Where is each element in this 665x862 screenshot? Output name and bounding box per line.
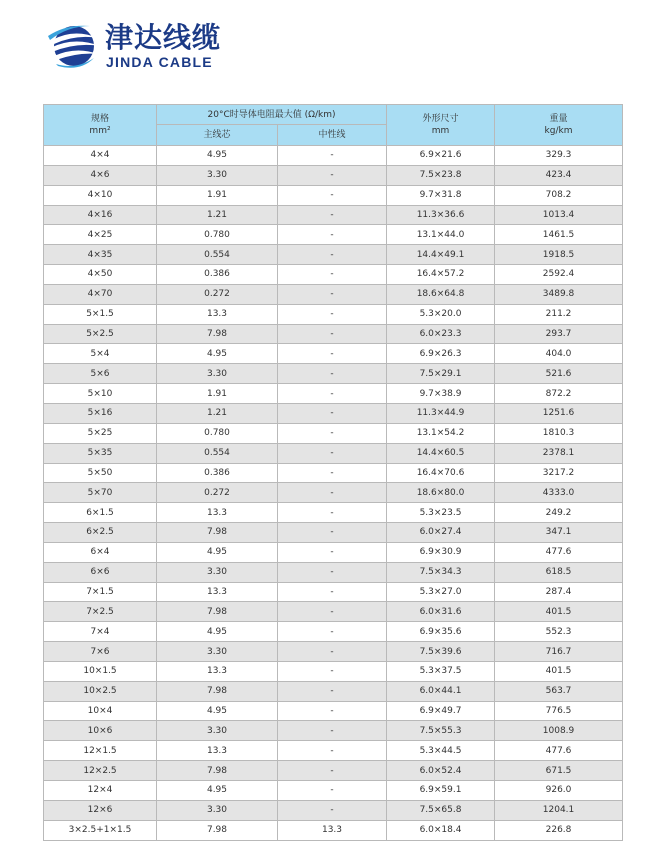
cell-spec: 7×2.5 [44, 602, 157, 622]
cell-neutral: - [278, 800, 387, 820]
cell-neutral: - [278, 562, 387, 582]
cell-od: 7.5×23.8 [387, 165, 495, 185]
table-row [44, 364, 623, 384]
cell-od: 6.0×52.4 [387, 761, 495, 781]
cell-main-core: 7.98 [157, 324, 278, 344]
cell-neutral: - [278, 661, 387, 681]
cell-weight: 401.5 [495, 661, 623, 681]
cell-main-core: 4.95 [157, 701, 278, 721]
cell-weight: 708.2 [495, 185, 623, 205]
cell-main-core: 4.95 [157, 781, 278, 801]
cell-od: 7.5×39.6 [387, 642, 495, 662]
cell-spec: 4×25 [44, 225, 157, 245]
cell-neutral: - [278, 423, 387, 443]
cell-main-core: 0.780 [157, 225, 278, 245]
cell-neutral: - [278, 602, 387, 622]
cell-weight: 521.6 [495, 364, 623, 384]
cell-neutral: - [278, 622, 387, 642]
cell-od: 5.3×27.0 [387, 582, 495, 602]
cell-weight: 2378.1 [495, 443, 623, 463]
cell-neutral: - [278, 344, 387, 364]
cell-od: 6.9×49.7 [387, 701, 495, 721]
cell-main-core: 1.91 [157, 185, 278, 205]
table-row [44, 800, 623, 820]
table-row [44, 344, 623, 364]
cell-neutral: - [278, 185, 387, 205]
cell-spec: 5×35 [44, 443, 157, 463]
cell-od: 5.3×37.5 [387, 661, 495, 681]
cell-spec: 12×1.5 [44, 741, 157, 761]
cell-od: 13.1×44.0 [387, 225, 495, 245]
cell-spec: 6×4 [44, 542, 157, 562]
cell-main-core: 13.3 [157, 503, 278, 523]
table-row [44, 562, 623, 582]
cell-neutral: - [278, 642, 387, 662]
header-spec-label: 规格 [90, 114, 109, 124]
table-row [44, 463, 623, 483]
cell-neutral: - [278, 284, 387, 304]
cell-weight: 3489.8 [495, 284, 623, 304]
cell-main-core: 0.272 [157, 483, 278, 503]
cell-main-core: 1.21 [157, 403, 278, 423]
cell-main-core: 3.30 [157, 642, 278, 662]
cell-main-core: 4.95 [157, 146, 278, 166]
cell-neutral: - [278, 443, 387, 463]
cell-weight: 347.1 [495, 523, 623, 543]
table-row [44, 781, 623, 801]
table-row [44, 721, 623, 741]
table-row [44, 622, 623, 642]
table-row [44, 324, 623, 344]
table-row [44, 483, 623, 503]
table-row [44, 284, 623, 304]
cell-od: 11.3×44.9 [387, 403, 495, 423]
table-row [44, 661, 623, 681]
cell-neutral: - [278, 245, 387, 265]
cell-weight: 552.3 [495, 622, 623, 642]
cell-main-core: 13.3 [157, 741, 278, 761]
table-row [44, 205, 623, 225]
cell-main-core: 7.98 [157, 602, 278, 622]
cell-spec: 5×16 [44, 403, 157, 423]
table-row [44, 503, 623, 523]
table-row [44, 820, 623, 840]
cell-neutral: - [278, 265, 387, 285]
cell-od: 16.4×70.6 [387, 463, 495, 483]
cell-od: 5.3×23.5 [387, 503, 495, 523]
cell-neutral: - [278, 542, 387, 562]
cell-main-core: 0.780 [157, 423, 278, 443]
cell-spec: 6×6 [44, 562, 157, 582]
globe-swoosh-icon [46, 20, 102, 72]
cell-neutral: - [278, 681, 387, 701]
table-row [44, 642, 623, 662]
cell-spec: 6×2.5 [44, 523, 157, 543]
cell-od: 16.4×57.2 [387, 265, 495, 285]
cell-od: 6.9×59.1 [387, 781, 495, 801]
cell-main-core: 0.272 [157, 284, 278, 304]
cell-spec: 12×2.5 [44, 761, 157, 781]
cell-weight: 287.4 [495, 582, 623, 602]
cell-weight: 776.5 [495, 701, 623, 721]
cell-weight: 563.7 [495, 681, 623, 701]
cell-neutral: 13.3 [278, 820, 387, 840]
cell-od: 6.0×44.1 [387, 681, 495, 701]
cell-od: 6.9×26.3 [387, 344, 495, 364]
cell-spec: 10×1.5 [44, 661, 157, 681]
header-od [387, 105, 495, 146]
cell-spec: 7×4 [44, 622, 157, 642]
cell-spec: 5×10 [44, 384, 157, 404]
cell-spec: 12×4 [44, 781, 157, 801]
cell-spec: 10×6 [44, 721, 157, 741]
cell-spec: 4×10 [44, 185, 157, 205]
header-weight-unit: kg/km [544, 126, 573, 136]
table-row [44, 403, 623, 423]
cell-od: 6.9×30.9 [387, 542, 495, 562]
cell-main-core: 7.98 [157, 820, 278, 840]
header-main-core: 主线芯 [157, 125, 278, 146]
cell-main-core: 13.3 [157, 304, 278, 324]
cell-spec: 5×4 [44, 344, 157, 364]
table-row [44, 582, 623, 602]
table-row [44, 245, 623, 265]
cell-spec: 7×1.5 [44, 582, 157, 602]
brand-name-cn: 津达线缆 [105, 21, 222, 54]
cell-neutral: - [278, 384, 387, 404]
cell-spec: 4×50 [44, 265, 157, 285]
cell-spec: 5×6 [44, 364, 157, 384]
cell-neutral: - [278, 582, 387, 602]
table-row [44, 701, 623, 721]
table-row [44, 225, 623, 245]
cell-weight: 293.7 [495, 324, 623, 344]
cell-weight: 401.5 [495, 602, 623, 622]
cell-od: 6.9×21.6 [387, 146, 495, 166]
header-od-unit: mm [431, 126, 450, 136]
table-body [44, 146, 623, 841]
cell-weight: 404.0 [495, 344, 623, 364]
cell-main-core: 0.386 [157, 265, 278, 285]
brand-name-en: JINDA CABLE [106, 54, 213, 70]
cell-neutral: - [278, 701, 387, 721]
cell-neutral: - [278, 205, 387, 225]
cell-spec: 10×2.5 [44, 681, 157, 701]
cell-weight: 1918.5 [495, 245, 623, 265]
cell-weight: 2592.4 [495, 265, 623, 285]
header-od-label: 外形尺寸 [422, 114, 459, 124]
header-neutral: 中性线 [278, 125, 387, 146]
cell-main-core: 4.95 [157, 622, 278, 642]
table-row [44, 304, 623, 324]
cell-weight: 1013.4 [495, 205, 623, 225]
cell-weight: 1008.9 [495, 721, 623, 741]
table-row [44, 185, 623, 205]
cell-neutral: - [278, 781, 387, 801]
cell-od: 6.0×18.4 [387, 820, 495, 840]
cell-spec: 6×1.5 [44, 503, 157, 523]
cell-od: 5.3×44.5 [387, 741, 495, 761]
cell-od: 5.3×20.0 [387, 304, 495, 324]
cell-weight: 926.0 [495, 781, 623, 801]
cell-main-core: 3.30 [157, 165, 278, 185]
cell-weight: 618.5 [495, 562, 623, 582]
cell-neutral: - [278, 165, 387, 185]
cell-main-core: 4.95 [157, 542, 278, 562]
cell-od: 14.4×60.5 [387, 443, 495, 463]
cell-od: 6.0×27.4 [387, 523, 495, 543]
cell-weight: 1204.1 [495, 800, 623, 820]
table-row [44, 423, 623, 443]
cell-spec: 3×2.5+1×1.5 [44, 820, 157, 840]
cell-neutral: - [278, 503, 387, 523]
cell-neutral: - [278, 463, 387, 483]
table-row [44, 265, 623, 285]
table-row [44, 146, 623, 166]
cell-neutral: - [278, 225, 387, 245]
cell-weight: 4333.0 [495, 483, 623, 503]
cell-main-core: 7.98 [157, 761, 278, 781]
cell-main-core: 13.3 [157, 661, 278, 681]
cell-spec: 4×4 [44, 146, 157, 166]
cell-od: 6.0×31.6 [387, 602, 495, 622]
cell-spec: 4×6 [44, 165, 157, 185]
table-row [44, 384, 623, 404]
cell-weight: 1461.5 [495, 225, 623, 245]
cell-neutral: - [278, 721, 387, 741]
brand-logo [46, 20, 246, 72]
cell-weight: 671.5 [495, 761, 623, 781]
cell-main-core: 4.95 [157, 344, 278, 364]
cell-spec: 5×50 [44, 463, 157, 483]
cell-od: 6.9×35.6 [387, 622, 495, 642]
cell-od: 7.5×34.3 [387, 562, 495, 582]
cell-weight: 423.4 [495, 165, 623, 185]
cell-weight: 226.8 [495, 820, 623, 840]
table-row [44, 165, 623, 185]
cell-od: 9.7×31.8 [387, 185, 495, 205]
cell-weight: 3217.2 [495, 463, 623, 483]
cell-od: 11.3×36.6 [387, 205, 495, 225]
cell-main-core: 3.30 [157, 800, 278, 820]
cell-spec: 4×35 [44, 245, 157, 265]
cell-neutral: - [278, 761, 387, 781]
cell-main-core: 0.554 [157, 443, 278, 463]
cell-od: 7.5×55.3 [387, 721, 495, 741]
cell-od: 18.6×64.8 [387, 284, 495, 304]
cell-od: 6.0×23.3 [387, 324, 495, 344]
cell-main-core: 7.98 [157, 523, 278, 543]
cell-neutral: - [278, 364, 387, 384]
cell-neutral: - [278, 304, 387, 324]
cell-weight: 329.3 [495, 146, 623, 166]
cell-main-core: 0.386 [157, 463, 278, 483]
cell-weight: 716.7 [495, 642, 623, 662]
cell-weight: 872.2 [495, 384, 623, 404]
cell-neutral: - [278, 403, 387, 423]
header-spec-unit: mm² [89, 126, 111, 136]
cell-main-core: 1.21 [157, 205, 278, 225]
spec-table [43, 104, 623, 841]
cell-od: 13.1×54.2 [387, 423, 495, 443]
cell-weight: 1251.6 [495, 403, 623, 423]
cell-weight: 477.6 [495, 741, 623, 761]
cell-neutral: - [278, 146, 387, 166]
cell-weight: 249.2 [495, 503, 623, 523]
cell-neutral: - [278, 523, 387, 543]
table-row [44, 542, 623, 562]
cell-spec: 5×2.5 [44, 324, 157, 344]
cell-od: 14.4×49.1 [387, 245, 495, 265]
table-row [44, 443, 623, 463]
cell-main-core: 0.554 [157, 245, 278, 265]
cell-spec: 7×6 [44, 642, 157, 662]
header-weight [495, 105, 623, 146]
cell-spec: 5×1.5 [44, 304, 157, 324]
table-row [44, 681, 623, 701]
cell-main-core: 1.91 [157, 384, 278, 404]
cell-spec: 5×25 [44, 423, 157, 443]
cell-spec: 5×70 [44, 483, 157, 503]
cell-od: 7.5×65.8 [387, 800, 495, 820]
cell-weight: 1810.3 [495, 423, 623, 443]
table-row [44, 523, 623, 543]
cell-spec: 4×70 [44, 284, 157, 304]
cell-main-core: 7.98 [157, 681, 278, 701]
table-row [44, 761, 623, 781]
cell-main-core: 13.3 [157, 582, 278, 602]
cell-main-core: 3.30 [157, 562, 278, 582]
cell-od: 18.6×80.0 [387, 483, 495, 503]
table-row [44, 602, 623, 622]
table-row [44, 741, 623, 761]
cell-neutral: - [278, 483, 387, 503]
cell-spec: 12×6 [44, 800, 157, 820]
cell-od: 7.5×29.1 [387, 364, 495, 384]
cell-spec: 4×16 [44, 205, 157, 225]
cell-main-core: 3.30 [157, 364, 278, 384]
cell-neutral: - [278, 324, 387, 344]
header-spec [44, 105, 157, 146]
cell-main-core: 3.30 [157, 721, 278, 741]
cell-weight: 211.2 [495, 304, 623, 324]
cell-weight: 477.6 [495, 542, 623, 562]
header-resistance: 20°C时导体电阻最大值 (Ω/km) [157, 105, 387, 125]
cell-spec: 10×4 [44, 701, 157, 721]
cell-od: 9.7×38.9 [387, 384, 495, 404]
cell-neutral: - [278, 741, 387, 761]
header-weight-label: 重量 [549, 114, 568, 124]
